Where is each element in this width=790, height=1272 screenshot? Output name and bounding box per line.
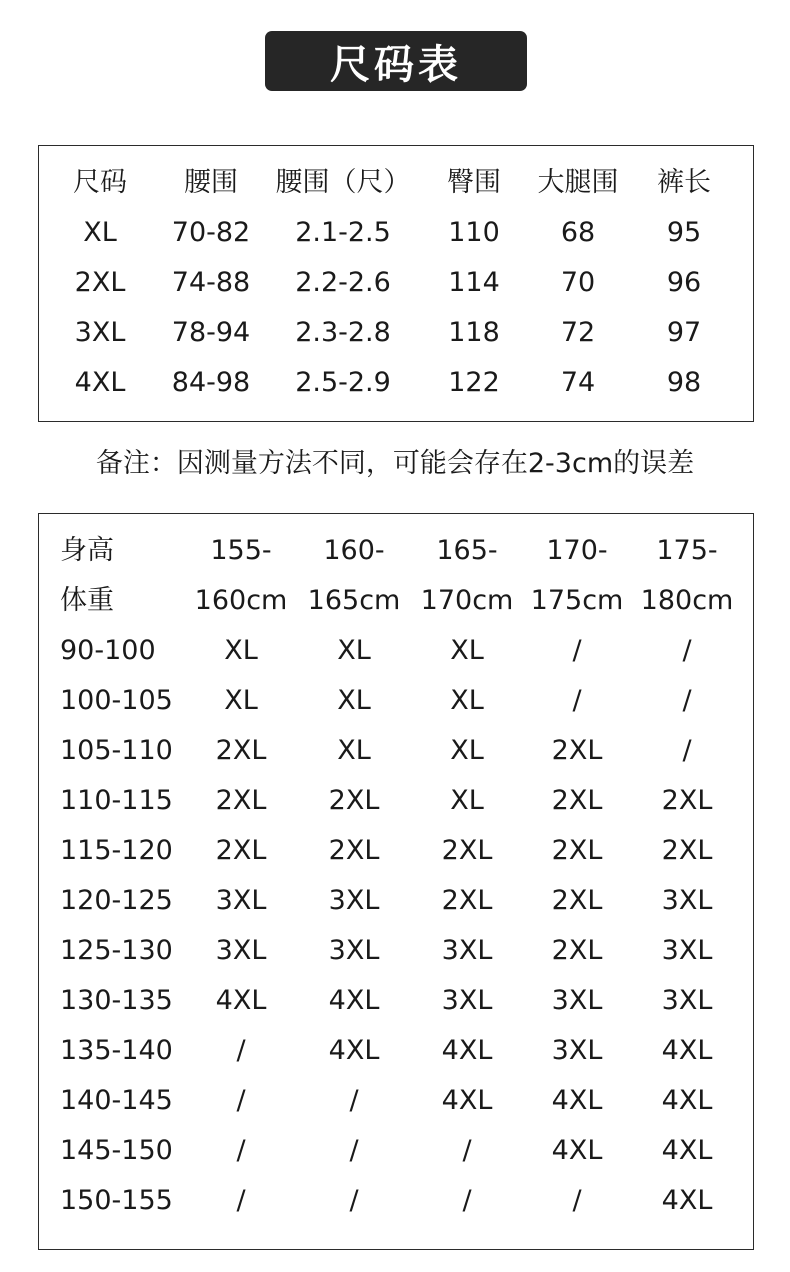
- height-label: 身高: [60, 535, 114, 566]
- recommended-size: 4XL: [661, 1135, 713, 1166]
- size-table-cell: 122: [448, 367, 500, 398]
- height-range-end: 160cm: [194, 585, 288, 616]
- recommended-size: 2XL: [441, 835, 493, 866]
- recommended-size: 3XL: [551, 1035, 603, 1066]
- size-table-cell: 97: [666, 317, 702, 348]
- recommended-size: 2XL: [441, 885, 493, 916]
- weight-range: 115-120: [60, 835, 173, 866]
- recommended-size: XL: [224, 635, 258, 666]
- size-table-cell: 2.1-2.5: [295, 217, 391, 248]
- height-range-start: 175-: [656, 535, 718, 566]
- weight-range: 105-110: [60, 735, 173, 766]
- recommended-size: 2XL: [551, 785, 603, 816]
- height-range-end: 180cm: [640, 585, 734, 616]
- recommended-size: XL: [450, 635, 484, 666]
- recommended-size: /: [349, 1135, 359, 1166]
- recommended-size: 3XL: [661, 885, 713, 916]
- recommended-size: 2XL: [661, 835, 713, 866]
- weight-range: 125-130: [60, 935, 173, 966]
- recommended-size: 3XL: [328, 935, 380, 966]
- recommended-size: 3XL: [328, 885, 380, 916]
- size-table-cell: 72: [560, 317, 596, 348]
- size-table-header: 腰围（尺）: [275, 167, 411, 198]
- weight-range: 140-145: [60, 1085, 173, 1116]
- recommended-size: 3XL: [661, 985, 713, 1016]
- page-title: 尺码表: [265, 31, 527, 91]
- recommended-size: 2XL: [328, 785, 380, 816]
- size-table-cell: 95: [666, 217, 702, 248]
- weight-range: 90-100: [60, 635, 156, 666]
- recommended-size: 4XL: [661, 1185, 713, 1216]
- recommended-size: 3XL: [661, 935, 713, 966]
- size-table-cell: 2.3-2.8: [295, 317, 391, 348]
- weight-range: 145-150: [60, 1135, 173, 1166]
- size-table-cell: 98: [666, 367, 702, 398]
- size-table-cell: 4XL: [74, 367, 126, 398]
- recommended-size: XL: [450, 735, 484, 766]
- size-table-header: 大腿围: [537, 167, 619, 198]
- recommended-size: /: [462, 1135, 472, 1166]
- size-table-cell: XL: [83, 217, 117, 248]
- size-table-cell: 74: [560, 367, 596, 398]
- recommended-size: /: [462, 1185, 472, 1216]
- recommended-size: 4XL: [441, 1085, 493, 1116]
- height-range-end: 175cm: [530, 585, 624, 616]
- recommended-size: 2XL: [551, 735, 603, 766]
- recommended-size: /: [236, 1035, 246, 1066]
- weight-range: 135-140: [60, 1035, 173, 1066]
- recommended-size: /: [236, 1085, 246, 1116]
- weight-label: 体重: [60, 585, 114, 616]
- recommended-size: 4XL: [328, 1035, 380, 1066]
- size-table-cell: 74-88: [171, 267, 251, 298]
- height-range-end: 165cm: [307, 585, 401, 616]
- recommended-size: /: [572, 685, 582, 716]
- recommended-size: /: [572, 635, 582, 666]
- height-range-end: 170cm: [420, 585, 514, 616]
- recommended-size: 2XL: [661, 785, 713, 816]
- size-table-cell: 114: [448, 267, 500, 298]
- size-table-cell: 70: [560, 267, 596, 298]
- recommended-size: /: [572, 1185, 582, 1216]
- weight-range: 100-105: [60, 685, 173, 716]
- recommended-size: 3XL: [215, 935, 267, 966]
- size-table-header: 裤长: [657, 167, 711, 198]
- recommended-size: 4XL: [551, 1085, 603, 1116]
- recommended-size: 2XL: [215, 735, 267, 766]
- recommended-size: XL: [450, 785, 484, 816]
- recommended-size: 3XL: [215, 885, 267, 916]
- recommended-size: 2XL: [215, 785, 267, 816]
- recommended-size: 3XL: [441, 935, 493, 966]
- recommended-size: XL: [337, 685, 371, 716]
- height-range-start: 155-: [210, 535, 272, 566]
- size-table-cell: 2.5-2.9: [295, 367, 391, 398]
- weight-range: 130-135: [60, 985, 173, 1016]
- size-table-cell: 3XL: [74, 317, 126, 348]
- weight-range: 120-125: [60, 885, 173, 916]
- weight-range: 110-115: [60, 785, 173, 816]
- recommended-size: 4XL: [551, 1135, 603, 1166]
- size-table-cell: 84-98: [171, 367, 251, 398]
- height-range-start: 160-: [323, 535, 385, 566]
- height-range-start: 170-: [546, 535, 608, 566]
- recommended-size: XL: [224, 685, 258, 716]
- size-table-cell: 68: [560, 217, 596, 248]
- recommended-size: XL: [337, 735, 371, 766]
- recommended-size: /: [682, 735, 692, 766]
- size-table-cell: 110: [448, 217, 500, 248]
- measurement-note: 备注：因测量方法不同，可能会存在2-3cm的误差: [95, 448, 695, 479]
- recommended-size: 2XL: [551, 935, 603, 966]
- size-table-header: 臀围: [447, 167, 501, 198]
- recommended-size: 4XL: [215, 985, 267, 1016]
- recommended-size: 2XL: [551, 835, 603, 866]
- size-table-cell: 118: [448, 317, 500, 348]
- recommended-size: /: [236, 1135, 246, 1166]
- recommended-size: /: [236, 1185, 246, 1216]
- size-table-cell: 2.2-2.6: [295, 267, 391, 298]
- recommended-size: XL: [337, 635, 371, 666]
- recommended-size: 4XL: [328, 985, 380, 1016]
- size-table-cell: 2XL: [74, 267, 126, 298]
- recommended-size: XL: [450, 685, 484, 716]
- size-table-cell: 78-94: [171, 317, 251, 348]
- size-table-cell: 70-82: [171, 217, 251, 248]
- recommended-size: 4XL: [661, 1035, 713, 1066]
- size-table-header: 尺码: [73, 167, 127, 198]
- recommended-size: /: [349, 1185, 359, 1216]
- recommended-size: 3XL: [441, 985, 493, 1016]
- recommended-size: 2XL: [215, 835, 267, 866]
- height-range-start: 165-: [436, 535, 498, 566]
- recommended-size: /: [682, 635, 692, 666]
- recommended-size: 2XL: [551, 885, 603, 916]
- recommended-size: /: [682, 685, 692, 716]
- recommended-size: 4XL: [441, 1035, 493, 1066]
- size-table-header: 腰围: [184, 167, 238, 198]
- recommended-size: 2XL: [328, 835, 380, 866]
- recommended-size: 4XL: [661, 1085, 713, 1116]
- recommended-size: 3XL: [551, 985, 603, 1016]
- weight-range: 150-155: [60, 1185, 173, 1216]
- recommended-size: /: [349, 1085, 359, 1116]
- size-table-cell: 96: [666, 267, 702, 298]
